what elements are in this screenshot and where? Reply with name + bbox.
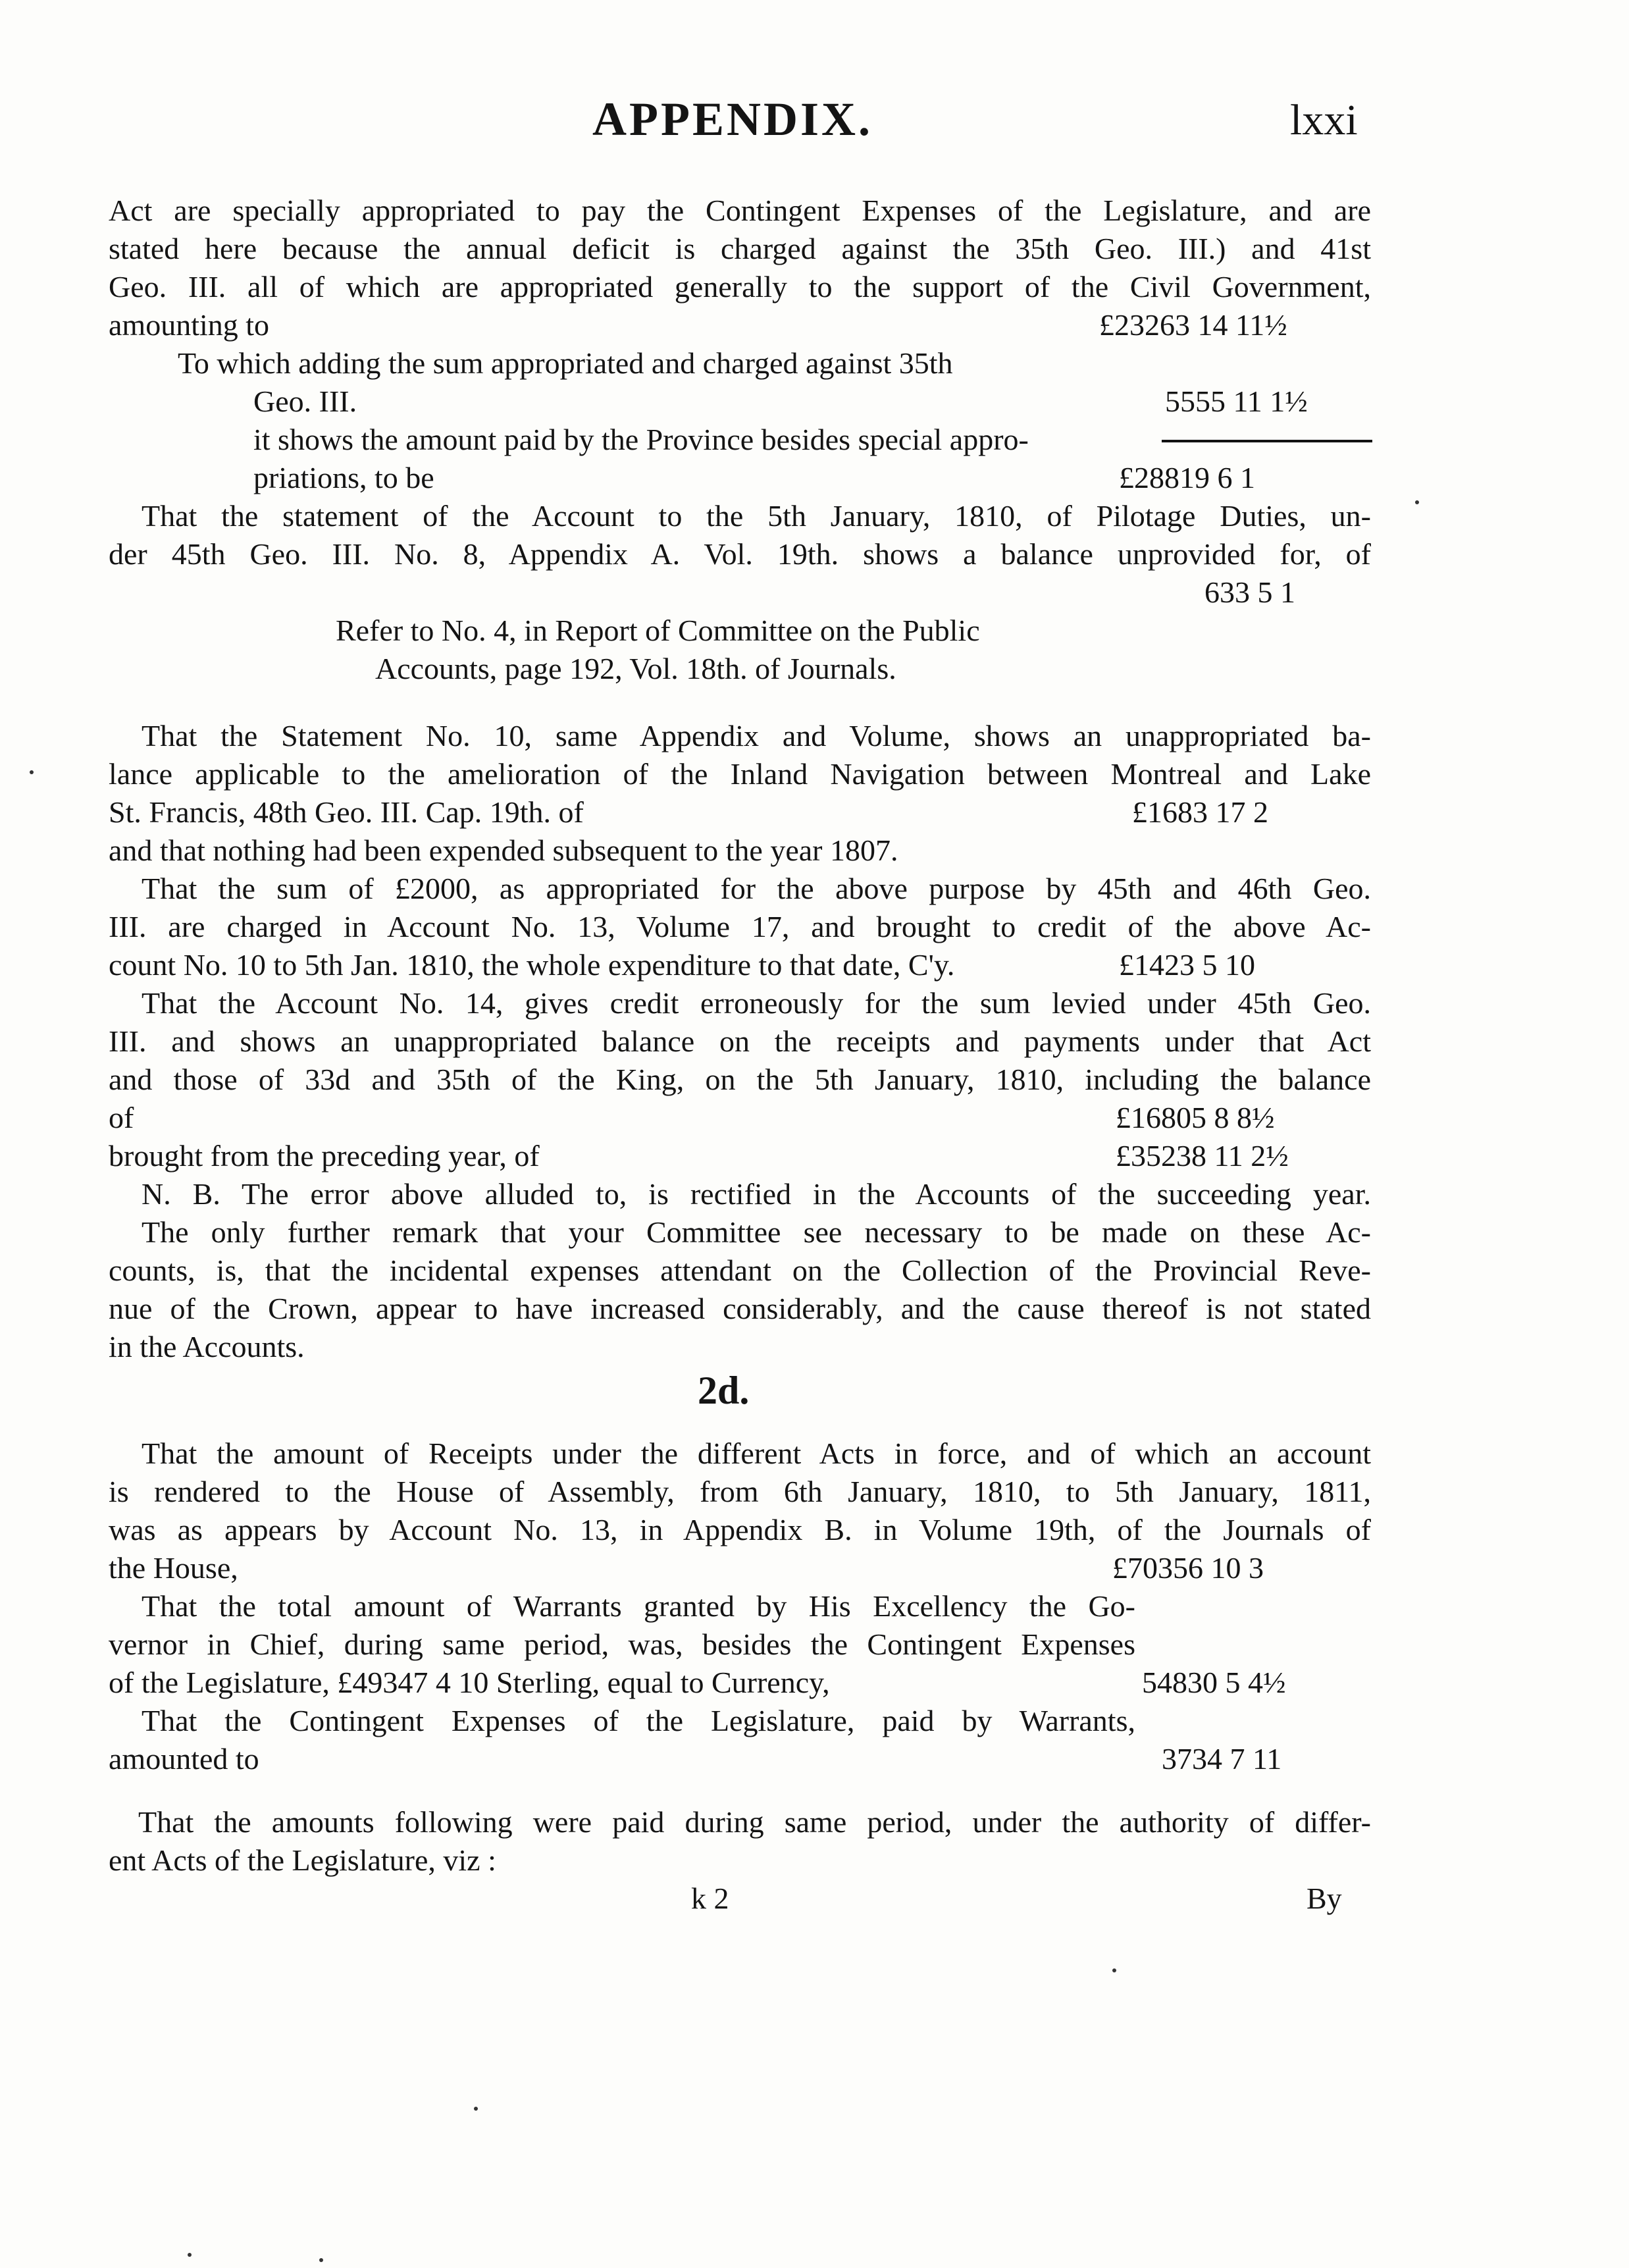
text-line: of the Legislature, £49347 4 10 Sterling, equal to Currency, <box>109 1666 830 1699</box>
text-line: is rendered to the House of Assembly, from 6th January, 1810, to 5th January, 1811, <box>109 1475 1371 1508</box>
text-line: amounted to <box>109 1742 259 1776</box>
paper-speck <box>474 2107 478 2111</box>
text-line: was as appears by Account No. 13, in Appendix B. in Volume 19th, of the Journals of <box>109 1513 1371 1546</box>
text-line: That the amount of Receipts under the different Acts in force, and of which an account <box>142 1437 1371 1470</box>
text-line: brought from the preceding year, of <box>109 1139 540 1173</box>
text-line: Refer to No. 4, in Report of Committee on the Public <box>336 614 980 647</box>
amount: £35238 11 2½ <box>1116 1139 1289 1173</box>
text-line: Geo. III. <box>253 384 357 418</box>
text-line: That the total amount of Warrants granted by His Excellency the Go- <box>142 1589 1135 1623</box>
text-line: That the Account No. 14, gives credit erroneously for the sum levied under 45th Geo. <box>142 986 1371 1020</box>
paper-speck <box>30 770 34 774</box>
text-line: in the Accounts. <box>109 1330 305 1363</box>
section-heading: 2d. <box>698 1369 750 1412</box>
catchword: By <box>1306 1882 1342 1915</box>
text-line: The only further remark that your Committee see necessary to be made on these Ac- <box>142 1215 1371 1249</box>
amount: £28819 6 1 <box>1119 461 1255 494</box>
text-line: the House, <box>109 1551 238 1585</box>
text-line: That the sum of £2000, as appropriated for the above purpose by 45th and 46th Geo. <box>142 872 1371 905</box>
page-number: lxxi <box>1290 96 1358 144</box>
text-line: III. are charged in Account No. 13, Volume 17, and brought to credit of the above Ac- <box>109 910 1371 943</box>
amount: £1683 17 2 <box>1132 795 1268 829</box>
text-line: stated here because the annual deficit is charged against the 35th Geo. III.) and 41st <box>109 232 1371 265</box>
amount: 5555 11 1½ <box>1165 384 1308 418</box>
amount: £1423 5 10 <box>1119 948 1255 982</box>
text-line: it shows the amount paid by the Province besides special appro- <box>253 423 1029 456</box>
text-line: Act are specially appropriated to pay the Contingent Expenses of the Legislature, and are <box>109 194 1371 227</box>
text-line: ent Acts of the Legislature, viz : <box>109 1843 496 1877</box>
text-line: Geo. III. all of which are appropriated generally to the support of the Civil Government, <box>109 270 1371 303</box>
text-line: N. B. The error above alluded to, is rectified in the Accounts of the succeeding year. <box>142 1177 1371 1211</box>
text-line: counts, is, that the incidental expenses attendant on the Collection of the Provincial Reve- <box>109 1253 1371 1287</box>
amount: £23263 14 11½ <box>1099 308 1287 342</box>
text-line: amounting to <box>109 308 270 342</box>
text-line: vernor in Chief, during same period, was, besides the Contingent Expenses <box>109 1627 1135 1661</box>
text-line: nue of the Crown, appear to have increased considerably, and the cause thereof is not stated <box>109 1292 1371 1325</box>
text-line: lance applicable to the amelioration of the Inland Navigation between Montreal and Lake <box>109 757 1371 791</box>
text-line: That the statement of the Account to the 5th January, 1810, of Pilotage Duties, un- <box>142 499 1371 533</box>
paper-speck <box>1415 500 1419 504</box>
amount: £16805 8 8½ <box>1116 1101 1275 1134</box>
amount: 54830 5 4½ <box>1142 1666 1286 1699</box>
text-line: priations, to be <box>253 461 434 494</box>
signature-mark: k 2 <box>691 1882 729 1915</box>
text-line: That the Contingent Expenses of the Legislature, paid by Warrants, <box>142 1704 1135 1737</box>
amount: 633 5 1 <box>1204 575 1295 609</box>
amount: £70356 10 3 <box>1112 1551 1264 1585</box>
paper-speck <box>188 2253 192 2257</box>
text-line: That the amounts following were paid during same period, under the authority of differ- <box>138 1805 1371 1839</box>
text-line: St. Francis, 48th Geo. III. Cap. 19th. of <box>109 795 584 829</box>
text-line: and those of 33d and 35th of the King, on the 5th January, 1810, including the balance <box>109 1063 1371 1096</box>
sum-rule <box>1162 440 1372 442</box>
paper-speck <box>319 2258 323 2262</box>
amount: 3734 7 11 <box>1162 1742 1282 1776</box>
text-line: and that nothing had been expended subsequent to the year 1807. <box>109 833 898 867</box>
text-line: Accounts, page 192, Vol. 18th. of Journals. <box>375 652 896 685</box>
text-line: count No. 10 to 5th Jan. 1810, the whole expenditure to that date, C'y. <box>109 948 955 982</box>
text-line: der 45th Geo. III. No. 8, Appendix A. Vol. 19th. shows a balance unprovided for, of <box>109 537 1371 571</box>
text-line: III. and shows an unappropriated balance on the receipts and payments under that Act <box>109 1024 1371 1058</box>
paper-speck <box>1112 1968 1116 1972</box>
page-title: APPENDIX. <box>592 93 873 145</box>
text-line: To which adding the sum appropriated and charged against 35th <box>178 346 953 380</box>
text-line: That the Statement No. 10, same Appendix and Volume, shows an unappropriated ba- <box>142 719 1371 752</box>
text-line: of <box>109 1101 134 1134</box>
